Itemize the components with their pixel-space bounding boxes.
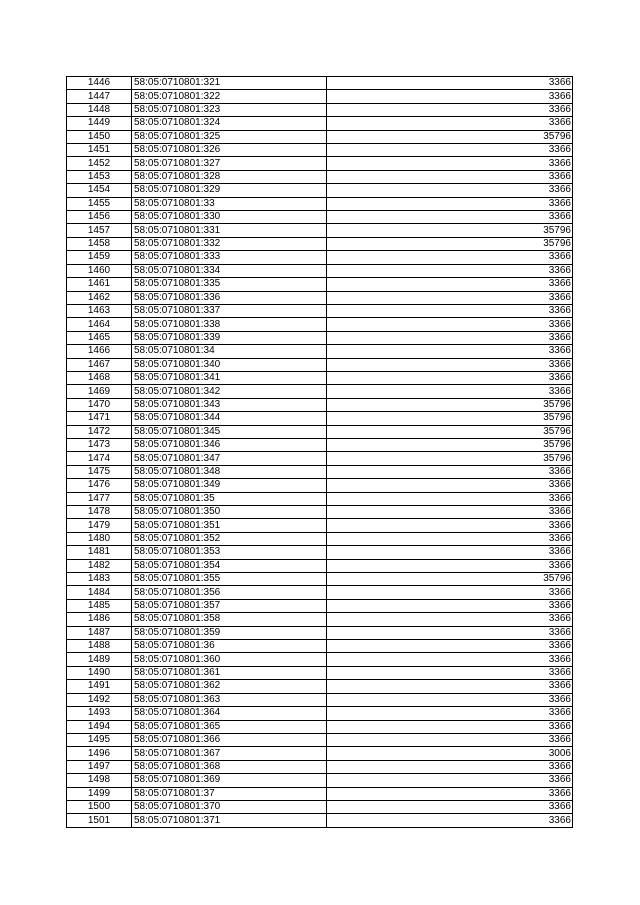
cadastral-number-cell: 58:05:0710801:34 — [132, 345, 327, 358]
cadastral-number-cell: 58:05:0710801:341 — [132, 371, 327, 384]
row-number-cell: 1469 — [67, 385, 132, 398]
value-cell: 3366 — [327, 800, 573, 813]
table-row — [67, 559, 573, 572]
row-number-cell: 1464 — [67, 318, 132, 331]
cadastral-number-cell: 58:05:0710801:329 — [132, 184, 327, 197]
row-number-cell: 1486 — [67, 613, 132, 626]
table-row — [67, 800, 573, 813]
row-number-cell: 1488 — [67, 640, 132, 653]
row-number-cell: 1494 — [67, 720, 132, 733]
row-number-cell: 1475 — [67, 465, 132, 478]
cadastral-number-cell: 58:05:0710801:340 — [132, 358, 327, 371]
table-row — [67, 170, 573, 183]
value-cell: 3366 — [327, 506, 573, 519]
cadastral-number-cell: 58:05:0710801:371 — [132, 814, 327, 827]
table-row — [67, 787, 573, 800]
table-row — [67, 291, 573, 304]
cadastral-number-cell: 58:05:0710801:328 — [132, 170, 327, 183]
cadastral-number-cell: 58:05:0710801:358 — [132, 613, 327, 626]
table-row — [67, 707, 573, 720]
table-row — [67, 117, 573, 130]
row-number-cell: 1495 — [67, 733, 132, 746]
row-number-cell: 1454 — [67, 184, 132, 197]
value-cell: 3366 — [327, 77, 573, 90]
value-cell: 3366 — [327, 345, 573, 358]
table-row — [67, 546, 573, 559]
value-cell: 3366 — [327, 90, 573, 103]
table-row — [67, 733, 573, 746]
value-cell: 3366 — [327, 117, 573, 130]
row-number-cell: 1479 — [67, 519, 132, 532]
row-number-cell: 1481 — [67, 546, 132, 559]
cadastral-number-cell: 58:05:0710801:326 — [132, 144, 327, 157]
row-number-cell: 1472 — [67, 425, 132, 438]
value-cell: 3366 — [327, 599, 573, 612]
value-cell: 3366 — [327, 184, 573, 197]
row-number-cell: 1484 — [67, 586, 132, 599]
cadastral-number-cell: 58:05:0710801:366 — [132, 733, 327, 746]
table-row — [67, 465, 573, 478]
value-cell: 3366 — [327, 492, 573, 505]
cadastral-number-cell: 58:05:0710801:367 — [132, 747, 327, 760]
row-number-cell: 1458 — [67, 237, 132, 250]
value-cell: 3366 — [327, 774, 573, 787]
value-cell: 3366 — [327, 546, 573, 559]
row-number-cell: 1483 — [67, 573, 132, 586]
table-row — [67, 626, 573, 639]
row-number-cell: 1485 — [67, 599, 132, 612]
table-row — [67, 77, 573, 90]
row-number-cell: 1466 — [67, 345, 132, 358]
value-cell: 3366 — [327, 613, 573, 626]
cadastral-number-cell: 58:05:0710801:359 — [132, 626, 327, 639]
cadastral-number-cell: 58:05:0710801:342 — [132, 385, 327, 398]
table-row — [67, 720, 573, 733]
table-row — [67, 640, 573, 653]
table-row — [67, 747, 573, 760]
value-cell: 3366 — [327, 479, 573, 492]
table-row — [67, 385, 573, 398]
data-table-body — [67, 77, 573, 828]
row-number-cell: 1460 — [67, 264, 132, 277]
table-row — [67, 278, 573, 291]
table-row — [67, 412, 573, 425]
table-row — [67, 371, 573, 384]
value-cell: 35796 — [327, 573, 573, 586]
table-row — [67, 573, 573, 586]
table-row — [67, 184, 573, 197]
cadastral-number-cell: 58:05:0710801:334 — [132, 264, 327, 277]
cadastral-number-cell: 58:05:0710801:356 — [132, 586, 327, 599]
value-cell: 35796 — [327, 224, 573, 237]
value-cell: 3006 — [327, 747, 573, 760]
table-row — [67, 103, 573, 116]
value-cell: 3366 — [327, 211, 573, 224]
table-row — [67, 157, 573, 170]
table-row — [67, 680, 573, 693]
row-number-cell: 1452 — [67, 157, 132, 170]
row-number-cell: 1498 — [67, 774, 132, 787]
value-cell: 3366 — [327, 331, 573, 344]
row-number-cell: 1450 — [67, 130, 132, 143]
cadastral-number-cell: 58:05:0710801:362 — [132, 680, 327, 693]
cadastral-number-cell: 58:05:0710801:345 — [132, 425, 327, 438]
table-row — [67, 479, 573, 492]
cadastral-number-cell: 58:05:0710801:363 — [132, 693, 327, 706]
cadastral-number-cell: 58:05:0710801:346 — [132, 438, 327, 451]
table-row — [67, 666, 573, 679]
value-cell: 3366 — [327, 144, 573, 157]
value-cell: 3366 — [327, 251, 573, 264]
value-cell: 3366 — [327, 519, 573, 532]
row-number-cell: 1487 — [67, 626, 132, 639]
row-number-cell: 1480 — [67, 532, 132, 545]
value-cell: 3366 — [327, 278, 573, 291]
value-cell: 3366 — [327, 197, 573, 210]
value-cell: 3366 — [327, 559, 573, 572]
value-cell: 35796 — [327, 412, 573, 425]
cadastral-number-cell: 58:05:0710801:370 — [132, 800, 327, 813]
table-row — [67, 519, 573, 532]
row-number-cell: 1468 — [67, 371, 132, 384]
cadastral-number-cell: 58:05:0710801:347 — [132, 452, 327, 465]
cadastral-number-cell: 58:05:0710801:357 — [132, 599, 327, 612]
cadastral-number-cell: 58:05:0710801:35 — [132, 492, 327, 505]
row-number-cell: 1446 — [67, 77, 132, 90]
table-row — [67, 814, 573, 827]
table-row — [67, 304, 573, 317]
value-cell: 3366 — [327, 586, 573, 599]
value-cell: 3366 — [327, 371, 573, 384]
cadastral-number-cell: 58:05:0710801:368 — [132, 760, 327, 773]
value-cell: 3366 — [327, 640, 573, 653]
table-row — [67, 532, 573, 545]
row-number-cell: 1471 — [67, 412, 132, 425]
cadastral-number-cell: 58:05:0710801:324 — [132, 117, 327, 130]
value-cell: 3366 — [327, 304, 573, 317]
row-number-cell: 1491 — [67, 680, 132, 693]
cadastral-number-cell: 58:05:0710801:350 — [132, 506, 327, 519]
cadastral-number-cell: 58:05:0710801:354 — [132, 559, 327, 572]
cadastral-number-cell: 58:05:0710801:333 — [132, 251, 327, 264]
row-number-cell: 1499 — [67, 787, 132, 800]
row-number-cell: 1463 — [67, 304, 132, 317]
row-number-cell: 1492 — [67, 693, 132, 706]
value-cell: 3366 — [327, 814, 573, 827]
row-number-cell: 1448 — [67, 103, 132, 116]
table-row — [67, 197, 573, 210]
cadastral-number-cell: 58:05:0710801:339 — [132, 331, 327, 344]
table-row — [67, 144, 573, 157]
table-row — [67, 438, 573, 451]
row-number-cell: 1482 — [67, 559, 132, 572]
row-number-cell: 1465 — [67, 331, 132, 344]
row-number-cell: 1497 — [67, 760, 132, 773]
value-cell: 35796 — [327, 438, 573, 451]
value-cell: 3366 — [327, 532, 573, 545]
table-row — [67, 318, 573, 331]
table-row — [67, 774, 573, 787]
cadastral-number-cell: 58:05:0710801:361 — [132, 666, 327, 679]
cadastral-number-cell: 58:05:0710801:352 — [132, 532, 327, 545]
value-cell: 3366 — [327, 264, 573, 277]
cadastral-number-cell: 58:05:0710801:325 — [132, 130, 327, 143]
row-number-cell: 1496 — [67, 747, 132, 760]
table-row — [67, 653, 573, 666]
cadastral-number-cell: 58:05:0710801:348 — [132, 465, 327, 478]
cadastral-number-cell: 58:05:0710801:344 — [132, 412, 327, 425]
cadastral-number-cell: 58:05:0710801:323 — [132, 103, 327, 116]
cadastral-number-cell: 58:05:0710801:360 — [132, 653, 327, 666]
row-number-cell: 1455 — [67, 197, 132, 210]
cadastral-number-cell: 58:05:0710801:331 — [132, 224, 327, 237]
value-cell: 3366 — [327, 170, 573, 183]
value-cell: 3366 — [327, 666, 573, 679]
table-row — [67, 90, 573, 103]
value-cell: 35796 — [327, 452, 573, 465]
value-cell: 3366 — [327, 707, 573, 720]
cadastral-number-cell: 58:05:0710801:336 — [132, 291, 327, 304]
table-row — [67, 358, 573, 371]
cadastral-number-cell: 58:05:0710801:322 — [132, 90, 327, 103]
row-number-cell: 1501 — [67, 814, 132, 827]
value-cell: 3366 — [327, 733, 573, 746]
value-cell: 35796 — [327, 130, 573, 143]
value-cell: 3366 — [327, 626, 573, 639]
cadastral-number-cell: 58:05:0710801:338 — [132, 318, 327, 331]
value-cell: 3366 — [327, 693, 573, 706]
row-number-cell: 1449 — [67, 117, 132, 130]
table-row — [67, 251, 573, 264]
value-cell: 3366 — [327, 157, 573, 170]
value-cell: 3366 — [327, 680, 573, 693]
table-row — [67, 345, 573, 358]
table-row — [67, 224, 573, 237]
cadastral-number-cell: 58:05:0710801:353 — [132, 546, 327, 559]
table-row — [67, 760, 573, 773]
value-cell: 3366 — [327, 385, 573, 398]
row-number-cell: 1453 — [67, 170, 132, 183]
table-row — [67, 237, 573, 250]
cadastral-number-cell: 58:05:0710801:332 — [132, 237, 327, 250]
table-row — [67, 506, 573, 519]
row-number-cell: 1462 — [67, 291, 132, 304]
row-number-cell: 1457 — [67, 224, 132, 237]
data-table — [66, 76, 573, 828]
value-cell: 3366 — [327, 358, 573, 371]
cadastral-number-cell: 58:05:0710801:37 — [132, 787, 327, 800]
cadastral-number-cell: 58:05:0710801:330 — [132, 211, 327, 224]
cadastral-number-cell: 58:05:0710801:364 — [132, 707, 327, 720]
value-cell: 3366 — [327, 291, 573, 304]
cadastral-number-cell: 58:05:0710801:349 — [132, 479, 327, 492]
cadastral-number-cell: 58:05:0710801:337 — [132, 304, 327, 317]
table-row — [67, 492, 573, 505]
value-cell: 3366 — [327, 787, 573, 800]
row-number-cell: 1489 — [67, 653, 132, 666]
value-cell: 35796 — [327, 398, 573, 411]
cadastral-number-cell: 58:05:0710801:33 — [132, 197, 327, 210]
cadastral-number-cell: 58:05:0710801:327 — [132, 157, 327, 170]
cadastral-number-cell: 58:05:0710801:365 — [132, 720, 327, 733]
row-number-cell: 1500 — [67, 800, 132, 813]
table-row — [67, 211, 573, 224]
row-number-cell: 1456 — [67, 211, 132, 224]
table-row — [67, 398, 573, 411]
value-cell: 35796 — [327, 425, 573, 438]
cadastral-number-cell: 58:05:0710801:355 — [132, 573, 327, 586]
value-cell: 3366 — [327, 318, 573, 331]
row-number-cell: 1476 — [67, 479, 132, 492]
table-row — [67, 130, 573, 143]
row-number-cell: 1459 — [67, 251, 132, 264]
table-row — [67, 613, 573, 626]
row-number-cell: 1477 — [67, 492, 132, 505]
row-number-cell: 1490 — [67, 666, 132, 679]
value-cell: 3366 — [327, 653, 573, 666]
value-cell: 3366 — [327, 720, 573, 733]
value-cell: 3366 — [327, 760, 573, 773]
cadastral-number-cell: 58:05:0710801:321 — [132, 77, 327, 90]
row-number-cell: 1470 — [67, 398, 132, 411]
row-number-cell: 1447 — [67, 90, 132, 103]
value-cell: 35796 — [327, 237, 573, 250]
cadastral-number-cell: 58:05:0710801:351 — [132, 519, 327, 532]
table-row — [67, 331, 573, 344]
cadastral-number-cell: 58:05:0710801:335 — [132, 278, 327, 291]
cadastral-number-cell: 58:05:0710801:343 — [132, 398, 327, 411]
table-row — [67, 693, 573, 706]
row-number-cell: 1474 — [67, 452, 132, 465]
row-number-cell: 1478 — [67, 506, 132, 519]
table-row — [67, 425, 573, 438]
cadastral-number-cell: 58:05:0710801:36 — [132, 640, 327, 653]
row-number-cell: 1451 — [67, 144, 132, 157]
row-number-cell: 1473 — [67, 438, 132, 451]
row-number-cell: 1467 — [67, 358, 132, 371]
value-cell: 3366 — [327, 103, 573, 116]
value-cell: 3366 — [327, 465, 573, 478]
row-number-cell: 1493 — [67, 707, 132, 720]
table-row — [67, 264, 573, 277]
table-row — [67, 452, 573, 465]
table-row — [67, 586, 573, 599]
row-number-cell: 1461 — [67, 278, 132, 291]
cadastral-number-cell: 58:05:0710801:369 — [132, 774, 327, 787]
table-row — [67, 599, 573, 612]
